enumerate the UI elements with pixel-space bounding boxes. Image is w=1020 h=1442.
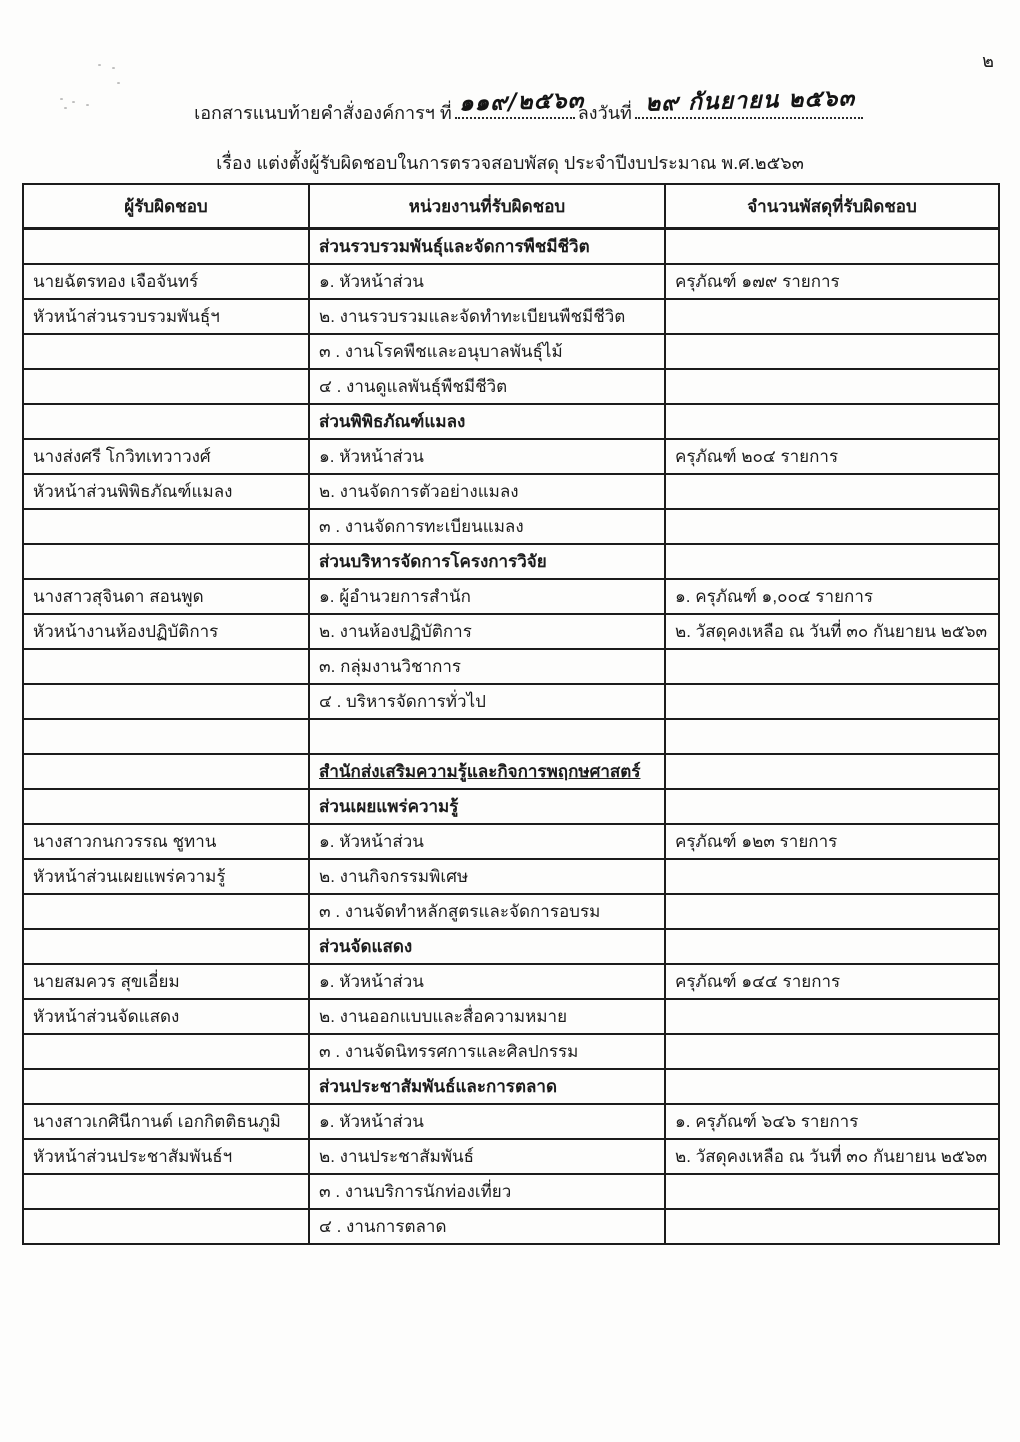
document-subject: เรื่อง แต่งตั้งผู้รับผิดชอบในการตรวจสอบพัสดุ ประจำปีงบประมาณ พ.ศ.๒๕๖๓ — [216, 153, 804, 173]
table-row — [23, 894, 999, 929]
table-row — [23, 1104, 999, 1139]
table-row — [23, 929, 999, 964]
table-row — [23, 964, 999, 999]
cell-person — [23, 1069, 309, 1104]
cell-unit: ๓ . งานจัดการทะเบียนแมลง — [309, 509, 665, 544]
cell-unit: ๒. งานประชาสัมพันธ์ — [309, 1139, 665, 1174]
cell-assets — [665, 509, 999, 544]
cell-unit: ๔ . บริหารจัดการทั่วไป — [309, 684, 665, 719]
cell-person — [23, 544, 309, 579]
asset-table-body — [23, 229, 999, 1245]
cell-assets: ครุภัณฑ์ ๑๔๔ รายการ — [665, 964, 999, 999]
cell-unit: ๓ . งานจัดนิทรรศการและศิลปกรรม — [309, 1034, 665, 1069]
table-row — [23, 1069, 999, 1104]
scan-speck — [112, 67, 115, 69]
table-row — [23, 719, 999, 754]
cell-assets — [665, 1069, 999, 1104]
table-row — [23, 649, 999, 684]
cell-assets: ครุภัณฑ์ ๑๒๓ รายการ — [665, 824, 999, 859]
cell-unit: ส่วนประชาสัมพันธ์และการตลาด — [309, 1069, 665, 1104]
cell-assets — [665, 229, 999, 265]
responsibility-table — [22, 183, 1000, 1245]
cell-unit: ๑. หัวหน้าส่วน — [309, 1104, 665, 1139]
cell-assets — [665, 299, 999, 334]
cell-person — [23, 1034, 309, 1069]
cell-assets — [665, 1174, 999, 1209]
table-row — [23, 439, 999, 474]
cell-person — [23, 1209, 309, 1244]
cell-assets: ๑. ครุภัณฑ์ ๖๔๖ รายการ — [665, 1104, 999, 1139]
column-header-person: ผู้รับผิดชอบ — [23, 184, 309, 229]
cell-unit: ๒. งานออกแบบและสื่อความหมาย — [309, 999, 665, 1034]
cell-person — [23, 369, 309, 404]
table-row — [23, 404, 999, 439]
cell-person: หัวหน้าส่วนเผยแพร่ความรู้ — [23, 859, 309, 894]
cell-unit: ส่วนเผยแพร่ความรู้ — [309, 789, 665, 824]
cell-person: นายสมควร สุขเอี่ยม — [23, 964, 309, 999]
cell-assets — [665, 684, 999, 719]
cell-assets — [665, 789, 999, 824]
cell-assets: ๑. ครุภัณฑ์ ๑,๐๐๔ รายการ — [665, 579, 999, 614]
cell-assets: ครุภัณฑ์ ๒๐๔ รายการ — [665, 439, 999, 474]
cell-person — [23, 404, 309, 439]
cell-unit: ๒. งานห้องปฏิบัติการ — [309, 614, 665, 649]
cell-assets — [665, 754, 999, 789]
table-row — [23, 579, 999, 614]
table-row — [23, 684, 999, 719]
cell-person — [23, 649, 309, 684]
cell-unit: ๔ . งานดูแลพันธุ์พืชมีชีวิต — [309, 369, 665, 404]
cell-person — [23, 1174, 309, 1209]
cell-unit: ส่วนรวบรวมพันธุ์และจัดการพืชมีชีวิต — [309, 229, 665, 265]
cell-person: หัวหน้าส่วนรวบรวมพันธุ์ฯ — [23, 299, 309, 334]
cell-assets — [665, 859, 999, 894]
cell-unit: ๔ . งานการตลาด — [309, 1209, 665, 1244]
cell-assets — [665, 474, 999, 509]
cell-assets — [665, 999, 999, 1034]
cell-person — [23, 789, 309, 824]
scan-speck — [98, 64, 101, 66]
table-header-row — [23, 184, 999, 229]
page-number: ๒ — [982, 51, 994, 71]
cell-assets — [665, 894, 999, 929]
cell-assets — [665, 1209, 999, 1244]
table-row — [23, 1139, 999, 1174]
cell-unit: ๓ . งานจัดทำหลักสูตรและจัดการอบรม — [309, 894, 665, 929]
table-row — [23, 264, 999, 299]
cell-person: หัวหน้าส่วนจัดแสดง — [23, 999, 309, 1034]
table-row — [23, 1209, 999, 1244]
cell-unit: ๓ . งานบริการนักท่องเที่ยว — [309, 1174, 665, 1209]
cell-person: นางสาวกนกวรรณ ชูทาน — [23, 824, 309, 859]
cell-person — [23, 229, 309, 265]
cell-unit: ๒. งานรวบรวมและจัดทำทะเบียนพืชมีชีวิต — [309, 299, 665, 334]
cell-assets — [665, 719, 999, 754]
table-row — [23, 369, 999, 404]
cell-person: นางสาวสุจินดา สอนพูด — [23, 579, 309, 614]
table-row — [23, 999, 999, 1034]
table-row — [23, 299, 999, 334]
table-row — [23, 1174, 999, 1209]
table-row — [23, 754, 999, 789]
cell-person — [23, 894, 309, 929]
cell-assets — [665, 404, 999, 439]
table-row — [23, 789, 999, 824]
table-row — [23, 334, 999, 369]
doc-number-handwritten: ๑๑๙/๒๕๖๓ — [458, 86, 585, 117]
date-field — [635, 84, 863, 119]
cell-unit: ส่วนพิพิธภัณฑ์แมลง — [309, 404, 665, 439]
cell-unit: ๑. หัวหน้าส่วน — [309, 964, 665, 999]
cell-person: หัวหน้าส่วนประชาสัมพันธ์ฯ — [23, 1139, 309, 1174]
cell-unit: ๒. งานจัดการตัวอย่างแมลง — [309, 474, 665, 509]
cell-unit — [309, 719, 665, 754]
cell-person — [23, 719, 309, 754]
cell-person: หัวหน้าส่วนพิพิธภัณฑ์แมลง — [23, 474, 309, 509]
cell-person: หัวหน้างานห้องปฏิบัติการ — [23, 614, 309, 649]
cell-assets — [665, 1034, 999, 1069]
cell-person — [23, 334, 309, 369]
cell-assets — [665, 369, 999, 404]
table-row — [23, 544, 999, 579]
cell-assets: ๒. วัสดุคงเหลือ ณ วันที่ ๓๐ กันยายน ๒๕๖๓ — [665, 1139, 999, 1174]
cell-person — [23, 684, 309, 719]
cell-assets — [665, 649, 999, 684]
cell-person — [23, 929, 309, 964]
table-row — [23, 509, 999, 544]
table-row — [23, 474, 999, 509]
cell-unit: ๑. หัวหน้าส่วน — [309, 824, 665, 859]
cell-unit: สำนักส่งเสริมความรู้และกิจการพฤกษศาสตร์ — [309, 754, 665, 789]
cell-unit: ๒. งานกิจกรรมพิเศษ — [309, 859, 665, 894]
table-row — [23, 614, 999, 649]
cell-unit: ๑. หัวหน้าส่วน — [309, 439, 665, 474]
cell-unit: ส่วนจัดแสดง — [309, 929, 665, 964]
title-prefix: เอกสารแนบท้ายคำสั่งองค์การฯ ที่ — [194, 103, 452, 123]
cell-assets: ครุภัณฑ์ ๑๗๙ รายการ — [665, 264, 999, 299]
cell-person — [23, 509, 309, 544]
column-header-unit: หน่วยงานที่รับผิดชอบ — [309, 184, 665, 229]
cell-assets — [665, 334, 999, 369]
date-handwritten: ๒๙ กันยายน ๒๕๖๓ — [644, 84, 856, 117]
column-header-assets: จำนวนพัสดุที่รับผิดชอบ — [665, 184, 999, 229]
cell-person — [23, 754, 309, 789]
cell-assets — [665, 544, 999, 579]
document-title-line — [0, 84, 1020, 127]
table-row — [23, 824, 999, 859]
cell-unit: ๓ . งานโรคพืชและอนุบาลพันธุ์ไม้ — [309, 334, 665, 369]
scan-speck — [117, 82, 120, 84]
table-row — [23, 229, 999, 265]
cell-assets — [665, 929, 999, 964]
cell-assets: ๒. วัสดุคงเหลือ ณ วันที่ ๓๐ กันยายน ๒๕๖๓ — [665, 614, 999, 649]
cell-unit: ๓. กลุ่มงานวิชาการ — [309, 649, 665, 684]
cell-person: นายฉัตรทอง เจือจันทร์ — [23, 264, 309, 299]
doc-number-field — [455, 86, 585, 119]
cell-unit: ๑. ผู้อำนวยการสำนัก — [309, 579, 665, 614]
table-row — [23, 859, 999, 894]
cell-unit: ส่วนบริหารจัดการโครงการวิจัย — [309, 544, 665, 579]
cell-person: นางสาวเกศินีกานต์ เอกกิตติธนภูมิ — [23, 1104, 309, 1139]
cell-unit: ๑. หัวหน้าส่วน — [309, 264, 665, 299]
table-row — [23, 1034, 999, 1069]
cell-person: นางส่งศรี โกวิทเทวาวงศ์ — [23, 439, 309, 474]
title-middle: ลงวันที่ — [577, 103, 632, 123]
